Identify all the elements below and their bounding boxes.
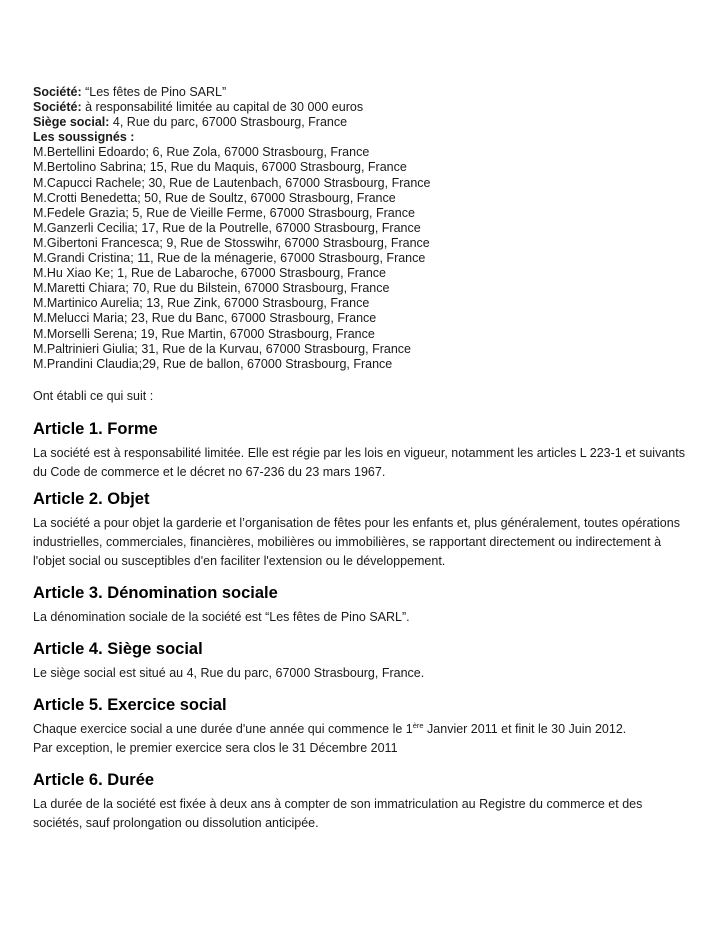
article-denomination [33, 584, 693, 627]
soussigne-item: M.Maretti Chiara; 70, Rue du Bilstein, 67000 Strasbourg, France [33, 281, 390, 296]
article-body: La société est à responsabilité limitée. Elle est régie par les lois en vigueur, notamment les articles L 223-1 et suivants du Code de commerce et le décret no 67-236 du 23 mars 1967. [33, 446, 685, 479]
article-title: Article 6. Durée [33, 771, 155, 789]
intro-text: Ont établi ce qui suit : [33, 389, 154, 403]
article-title: Article 5. Exercice social [33, 696, 227, 714]
article-exercice [33, 696, 693, 758]
soussigne-item: M.Morselli Serena; 19, Rue Martin, 67000 Strasbourg, France [33, 326, 375, 341]
societe-name-label: Société: [33, 85, 82, 99]
article-title: Article 2. Objet [33, 490, 150, 508]
societe-type-label: Société: [33, 100, 82, 115]
article-duree [33, 771, 693, 833]
soussigne-item: M.Crotti Benedetta; 50, Rue de Soultz, 67000 Strasbourg, France [33, 190, 396, 205]
societe-type-line [33, 100, 430, 115]
soussigne-item: M.Hu Xiao Ke; 1, Rue de Labaroche, 67000 Strasbourg, France [33, 266, 386, 281]
article-body: La durée de la société est fixée à deux ans à compter de son immatriculation au Registre du commerce et des sociétés, sauf prolongation ou dissolution anticipée. [33, 797, 643, 830]
soussigne-item: M.Melucci Maria; 23, Rue du Banc, 67000 Strasbourg, France [33, 311, 377, 326]
article-title: Article 1. Forme [33, 420, 158, 438]
soussigne-item: M.Fedele Grazia; 5, Rue de Vieille Ferme, 67000 Strasbourg, France [33, 205, 415, 220]
ordinal-superscript: ère [412, 721, 424, 730]
article-body: La dénomination sociale de la société est “Les fêtes de Pino SARL”. [33, 610, 410, 624]
soussignes-heading [33, 130, 430, 145]
siege-value: 4, Rue du parc, 67000 Strasbourg, France [109, 115, 348, 130]
soussigne-item: M.Paltrinieri Giulia; 31, Rue de la Kurvau, 67000 Strasbourg, France [33, 341, 411, 356]
siege-label: Siège social: [33, 115, 110, 130]
article-body-part2: Janvier 2011 et finit le 30 Juin 2012. [423, 722, 627, 736]
article-body: La société a pour objet la garderie et l’organisation de fêtes pour les enfants et, plus généralement, toutes opérations industrielles, commerciales, financières, mobilières ou immobilières, se rapportant directement ou indirectement à l'objet social ou susceptibles d'en faciliter l'extension ou le développement. [33, 516, 680, 568]
soussigne-item: M.Ganzerli Cecilia; 17, Rue de la Poutrelle, 67000 Strasbourg, France [33, 220, 421, 235]
soussigne-item: M.Grandi Cristina; 11, Rue de la ménagerie, 67000 Strasbourg, France [33, 251, 426, 266]
soussigne-item: M.Gibertoni Francesca; 9, Rue de Stosswihr, 67000 Strasbourg, France [33, 235, 430, 250]
soussigne-item: M.Bertolino Sabrina; 15, Rue du Maquis, 67000 Strasbourg, France [33, 160, 407, 175]
soussigne-item: M.Prandini Claudia;29, Rue de ballon, 67000 Strasbourg, France [33, 356, 393, 371]
article-siege [33, 640, 693, 683]
article-body: Le siège social est situé au 4, Rue du parc, 67000 Strasbourg, France. [33, 666, 425, 680]
article-forme [33, 420, 693, 482]
soussigne-item: M.Bertellini Edoardo; 6, Rue Zola, 67000 Strasbourg, France [33, 145, 370, 160]
societe-type-value: à responsabilité limitée au capital de 30 000 euros [81, 100, 364, 115]
document-header [33, 85, 430, 372]
societe-name-line [33, 85, 430, 100]
societe-name-value: “Les fêtes de Pino SARL” [81, 85, 227, 99]
article-body [33, 720, 693, 758]
siege-line [33, 115, 430, 130]
article-body-part3: Par exception, le premier exercice sera clos le 31 Décembre 2011 [33, 741, 398, 755]
article-body-part1: Chaque exercice social a une durée d'une année qui commence le 1 [33, 722, 413, 736]
soussigne-item: M.Capucci Rachele; 30, Rue de Lautenbach, 67000 Strasbourg, France [33, 175, 431, 190]
article-title: Article 3. Dénomination sociale [33, 584, 278, 602]
article-title: Article 4. Siège social [33, 640, 203, 658]
soussigne-item: M.Martinico Aurelia; 13, Rue Zink, 67000 Strasbourg, France [33, 296, 370, 311]
soussignes-label: Les soussignés : [33, 130, 135, 145]
article-objet [33, 490, 693, 571]
